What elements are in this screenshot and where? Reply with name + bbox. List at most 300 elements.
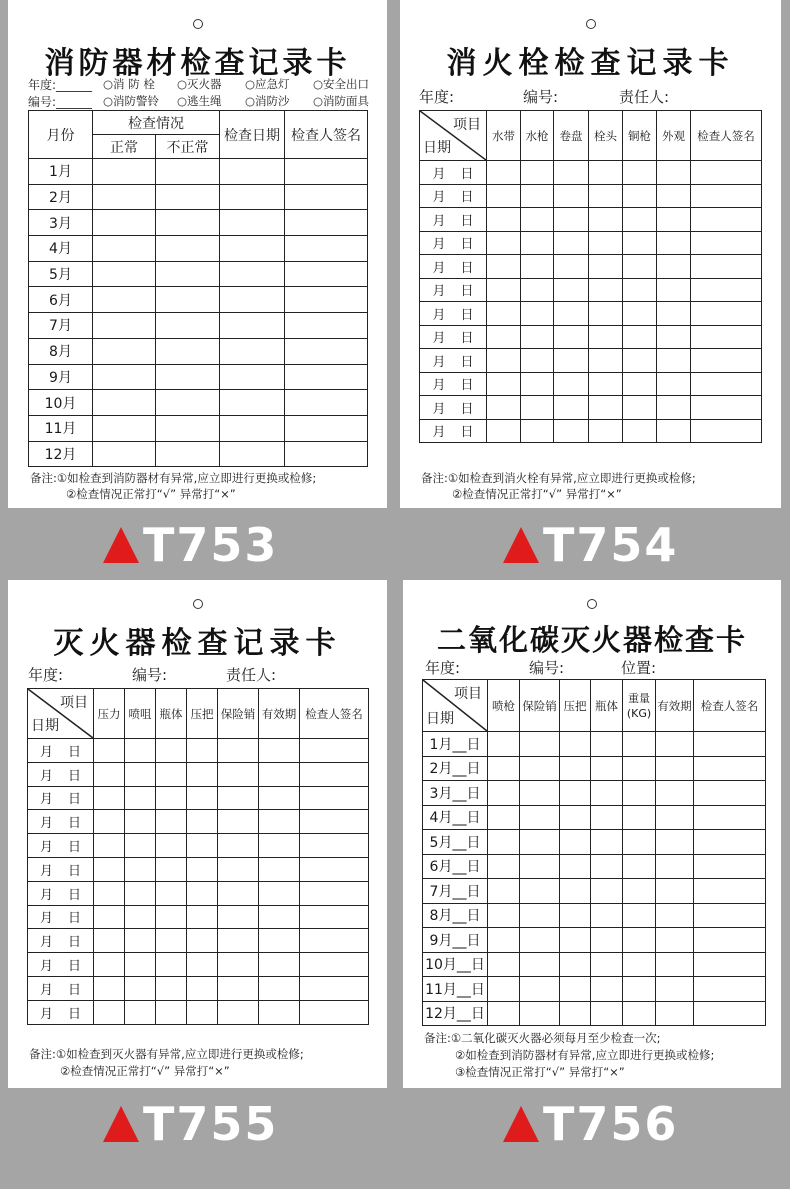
entry-cell[interactable]: [156, 953, 187, 977]
entry-cell[interactable]: [521, 161, 554, 185]
entry-cell[interactable]: [285, 390, 368, 416]
entry-cell[interactable]: [156, 762, 187, 786]
entry-cell[interactable]: [156, 857, 187, 881]
entry-cell[interactable]: [156, 313, 220, 339]
entry-cell[interactable]: [93, 390, 156, 416]
entry-cell[interactable]: [589, 278, 623, 302]
entry-cell[interactable]: [94, 929, 125, 953]
entry-cell[interactable]: [187, 739, 218, 763]
entry-cell[interactable]: [623, 805, 656, 830]
entry-cell[interactable]: [591, 879, 623, 904]
entry-cell[interactable]: [94, 810, 125, 834]
entry-cell[interactable]: [300, 810, 369, 834]
entry-cell[interactable]: [285, 338, 368, 364]
entry-cell[interactable]: [589, 161, 623, 185]
entry-cell[interactable]: [656, 805, 694, 830]
entry-cell[interactable]: [560, 952, 591, 977]
entry-cell[interactable]: [554, 161, 589, 185]
entry-cell[interactable]: [285, 261, 368, 287]
entry-cell[interactable]: [623, 349, 657, 373]
entry-cell[interactable]: [520, 732, 560, 757]
entry-cell[interactable]: [487, 278, 521, 302]
entry-cell[interactable]: [488, 977, 520, 1002]
entry-cell[interactable]: [520, 952, 560, 977]
entry-cell[interactable]: [591, 830, 623, 855]
entry-cell[interactable]: [623, 255, 657, 279]
entry-cell[interactable]: [156, 739, 187, 763]
entry-cell[interactable]: [218, 881, 259, 905]
entry-cell[interactable]: [694, 854, 766, 879]
entry-cell[interactable]: [218, 834, 259, 858]
entry-cell[interactable]: [125, 953, 156, 977]
entry-cell[interactable]: [554, 396, 589, 420]
entry-cell[interactable]: [560, 805, 591, 830]
entry-cell[interactable]: [93, 236, 156, 262]
entry-cell[interactable]: [623, 781, 656, 806]
entry-cell[interactable]: [187, 834, 218, 858]
entry-cell[interactable]: [125, 786, 156, 810]
entry-cell[interactable]: [125, 1000, 156, 1024]
entry-cell[interactable]: [554, 419, 589, 443]
entry-cell[interactable]: [591, 781, 623, 806]
entry-cell[interactable]: [521, 372, 554, 396]
entry-cell[interactable]: [694, 879, 766, 904]
entry-cell[interactable]: [691, 349, 762, 373]
entry-cell[interactable]: [623, 208, 657, 232]
entry-cell[interactable]: [657, 161, 691, 185]
entry-cell[interactable]: [623, 372, 657, 396]
entry-cell[interactable]: [694, 903, 766, 928]
entry-cell[interactable]: [156, 441, 220, 467]
entry-cell[interactable]: [187, 786, 218, 810]
entry-cell[interactable]: [156, 210, 220, 236]
entry-cell[interactable]: [691, 302, 762, 326]
entry-cell[interactable]: [93, 287, 156, 313]
entry-cell[interactable]: [656, 732, 694, 757]
entry-cell[interactable]: [220, 313, 285, 339]
entry-cell[interactable]: [657, 372, 691, 396]
entry-cell[interactable]: [259, 881, 300, 905]
entry-cell[interactable]: [488, 903, 520, 928]
entry-cell[interactable]: [156, 976, 187, 1000]
entry-cell[interactable]: [156, 261, 220, 287]
entry-cell[interactable]: [218, 810, 259, 834]
entry-cell[interactable]: [218, 929, 259, 953]
entry-cell[interactable]: [560, 977, 591, 1002]
entry-cell[interactable]: [220, 390, 285, 416]
entry-cell[interactable]: [656, 854, 694, 879]
entry-cell[interactable]: [259, 905, 300, 929]
entry-cell[interactable]: [520, 903, 560, 928]
entry-cell[interactable]: [125, 929, 156, 953]
entry-cell[interactable]: [488, 756, 520, 781]
entry-cell[interactable]: [94, 739, 125, 763]
entry-cell[interactable]: [694, 756, 766, 781]
entry-cell[interactable]: [521, 302, 554, 326]
entry-cell[interactable]: [623, 879, 656, 904]
entry-cell[interactable]: [694, 830, 766, 855]
entry-cell[interactable]: [521, 349, 554, 373]
entry-cell[interactable]: [220, 364, 285, 390]
entry-cell[interactable]: [220, 159, 285, 185]
entry-cell[interactable]: [691, 396, 762, 420]
entry-cell[interactable]: [560, 756, 591, 781]
entry-cell[interactable]: [285, 287, 368, 313]
entry-cell[interactable]: [487, 231, 521, 255]
entry-cell[interactable]: [520, 805, 560, 830]
entry-cell[interactable]: [521, 255, 554, 279]
entry-cell[interactable]: [300, 786, 369, 810]
entry-cell[interactable]: [156, 338, 220, 364]
entry-cell[interactable]: [554, 208, 589, 232]
entry-cell[interactable]: [520, 756, 560, 781]
entry-cell[interactable]: [285, 184, 368, 210]
entry-cell[interactable]: [488, 952, 520, 977]
entry-cell[interactable]: [187, 857, 218, 881]
entry-cell[interactable]: [125, 881, 156, 905]
entry-cell[interactable]: [488, 928, 520, 953]
entry-cell[interactable]: [285, 236, 368, 262]
entry-cell[interactable]: [554, 349, 589, 373]
entry-cell[interactable]: [93, 441, 156, 467]
entry-cell[interactable]: [93, 261, 156, 287]
entry-cell[interactable]: [694, 805, 766, 830]
entry-cell[interactable]: [691, 208, 762, 232]
entry-cell[interactable]: [125, 739, 156, 763]
entry-cell[interactable]: [656, 903, 694, 928]
entry-cell[interactable]: [657, 349, 691, 373]
entry-cell[interactable]: [218, 739, 259, 763]
entry-cell[interactable]: [591, 928, 623, 953]
entry-cell[interactable]: [94, 762, 125, 786]
entry-cell[interactable]: [187, 929, 218, 953]
entry-cell[interactable]: [220, 338, 285, 364]
entry-cell[interactable]: [656, 928, 694, 953]
entry-cell[interactable]: [125, 834, 156, 858]
entry-cell[interactable]: [591, 854, 623, 879]
entry-cell[interactable]: [623, 928, 656, 953]
entry-cell[interactable]: [93, 159, 156, 185]
entry-cell[interactable]: [218, 857, 259, 881]
entry-cell[interactable]: [220, 210, 285, 236]
entry-cell[interactable]: [623, 325, 657, 349]
entry-cell[interactable]: [187, 762, 218, 786]
entry-cell[interactable]: [94, 976, 125, 1000]
entry-cell[interactable]: [657, 231, 691, 255]
entry-cell[interactable]: [487, 255, 521, 279]
entry-cell[interactable]: [487, 372, 521, 396]
entry-cell[interactable]: [259, 976, 300, 1000]
entry-cell[interactable]: [623, 231, 657, 255]
entry-cell[interactable]: [218, 905, 259, 929]
entry-cell[interactable]: [187, 953, 218, 977]
entry-cell[interactable]: [487, 325, 521, 349]
entry-cell[interactable]: [694, 977, 766, 1002]
entry-cell[interactable]: [94, 834, 125, 858]
entry-cell[interactable]: [156, 881, 187, 905]
entry-cell[interactable]: [93, 210, 156, 236]
entry-cell[interactable]: [521, 396, 554, 420]
entry-cell[interactable]: [125, 810, 156, 834]
entry-cell[interactable]: [589, 396, 623, 420]
entry-cell[interactable]: [259, 857, 300, 881]
entry-cell[interactable]: [521, 325, 554, 349]
entry-cell[interactable]: [554, 231, 589, 255]
entry-cell[interactable]: [259, 1000, 300, 1024]
entry-cell[interactable]: [487, 349, 521, 373]
entry-cell[interactable]: [657, 208, 691, 232]
entry-cell[interactable]: [487, 208, 521, 232]
entry-cell[interactable]: [218, 1000, 259, 1024]
entry-cell[interactable]: [657, 184, 691, 208]
entry-cell[interactable]: [554, 278, 589, 302]
entry-cell[interactable]: [560, 879, 591, 904]
entry-cell[interactable]: [156, 929, 187, 953]
entry-cell[interactable]: [488, 854, 520, 879]
entry-cell[interactable]: [656, 952, 694, 977]
entry-cell[interactable]: [560, 830, 591, 855]
entry-cell[interactable]: [93, 364, 156, 390]
entry-cell[interactable]: [125, 905, 156, 929]
entry-cell[interactable]: [285, 159, 368, 185]
entry-cell[interactable]: [554, 372, 589, 396]
entry-cell[interactable]: [623, 419, 657, 443]
entry-cell[interactable]: [285, 441, 368, 467]
entry-cell[interactable]: [657, 325, 691, 349]
entry-cell[interactable]: [220, 415, 285, 441]
entry-cell[interactable]: [156, 184, 220, 210]
entry-cell[interactable]: [554, 325, 589, 349]
entry-cell[interactable]: [623, 854, 656, 879]
entry-cell[interactable]: [94, 1000, 125, 1024]
entry-cell[interactable]: [93, 338, 156, 364]
entry-cell[interactable]: [656, 977, 694, 1002]
entry-cell[interactable]: [220, 261, 285, 287]
entry-cell[interactable]: [623, 278, 657, 302]
entry-cell[interactable]: [285, 415, 368, 441]
entry-cell[interactable]: [521, 184, 554, 208]
entry-cell[interactable]: [285, 210, 368, 236]
entry-cell[interactable]: [488, 830, 520, 855]
entry-cell[interactable]: [125, 857, 156, 881]
entry-cell[interactable]: [591, 732, 623, 757]
entry-cell[interactable]: [591, 977, 623, 1002]
entry-cell[interactable]: [623, 903, 656, 928]
entry-cell[interactable]: [520, 879, 560, 904]
entry-cell[interactable]: [589, 255, 623, 279]
entry-cell[interactable]: [285, 364, 368, 390]
entry-cell[interactable]: [521, 419, 554, 443]
entry-cell[interactable]: [521, 278, 554, 302]
entry-cell[interactable]: [657, 396, 691, 420]
entry-cell[interactable]: [560, 732, 591, 757]
entry-cell[interactable]: [125, 976, 156, 1000]
entry-cell[interactable]: [300, 762, 369, 786]
entry-cell[interactable]: [156, 364, 220, 390]
entry-cell[interactable]: [259, 929, 300, 953]
entry-cell[interactable]: [623, 184, 657, 208]
entry-cell[interactable]: [187, 810, 218, 834]
entry-cell[interactable]: [300, 929, 369, 953]
entry-cell[interactable]: [657, 419, 691, 443]
entry-cell[interactable]: [300, 1000, 369, 1024]
entry-cell[interactable]: [218, 762, 259, 786]
entry-cell[interactable]: [554, 302, 589, 326]
entry-cell[interactable]: [521, 231, 554, 255]
entry-cell[interactable]: [623, 302, 657, 326]
entry-cell[interactable]: [589, 419, 623, 443]
entry-cell[interactable]: [94, 857, 125, 881]
entry-cell[interactable]: [691, 278, 762, 302]
entry-cell[interactable]: [520, 854, 560, 879]
entry-cell[interactable]: [220, 287, 285, 313]
entry-cell[interactable]: [560, 854, 591, 879]
entry-cell[interactable]: [589, 231, 623, 255]
entry-cell[interactable]: [94, 905, 125, 929]
entry-cell[interactable]: [94, 953, 125, 977]
entry-cell[interactable]: [691, 325, 762, 349]
entry-cell[interactable]: [259, 762, 300, 786]
entry-cell[interactable]: [691, 231, 762, 255]
entry-cell[interactable]: [300, 857, 369, 881]
entry-cell[interactable]: [589, 302, 623, 326]
entry-cell[interactable]: [94, 786, 125, 810]
entry-cell[interactable]: [300, 953, 369, 977]
entry-cell[interactable]: [259, 739, 300, 763]
entry-cell[interactable]: [560, 781, 591, 806]
entry-cell[interactable]: [487, 396, 521, 420]
entry-cell[interactable]: [300, 881, 369, 905]
entry-cell[interactable]: [220, 441, 285, 467]
entry-cell[interactable]: [691, 419, 762, 443]
entry-cell[interactable]: [300, 834, 369, 858]
entry-cell[interactable]: [156, 236, 220, 262]
entry-cell[interactable]: [623, 830, 656, 855]
entry-cell[interactable]: [156, 390, 220, 416]
entry-cell[interactable]: [520, 830, 560, 855]
entry-cell[interactable]: [656, 1001, 694, 1026]
entry-cell[interactable]: [218, 976, 259, 1000]
entry-cell[interactable]: [521, 208, 554, 232]
entry-cell[interactable]: [487, 302, 521, 326]
entry-cell[interactable]: [187, 905, 218, 929]
entry-cell[interactable]: [691, 255, 762, 279]
entry-cell[interactable]: [520, 977, 560, 1002]
entry-cell[interactable]: [488, 879, 520, 904]
entry-cell[interactable]: [591, 1001, 623, 1026]
entry-cell[interactable]: [488, 732, 520, 757]
entry-cell[interactable]: [487, 184, 521, 208]
entry-cell[interactable]: [657, 255, 691, 279]
entry-cell[interactable]: [520, 928, 560, 953]
entry-cell[interactable]: [554, 255, 589, 279]
entry-cell[interactable]: [691, 372, 762, 396]
entry-cell[interactable]: [589, 372, 623, 396]
entry-cell[interactable]: [520, 781, 560, 806]
entry-cell[interactable]: [560, 928, 591, 953]
entry-cell[interactable]: [623, 1001, 656, 1026]
entry-cell[interactable]: [694, 781, 766, 806]
entry-cell[interactable]: [657, 302, 691, 326]
entry-cell[interactable]: [656, 879, 694, 904]
entry-cell[interactable]: [259, 834, 300, 858]
entry-cell[interactable]: [156, 415, 220, 441]
entry-cell[interactable]: [560, 1001, 591, 1026]
entry-cell[interactable]: [560, 903, 591, 928]
entry-cell[interactable]: [300, 976, 369, 1000]
entry-cell[interactable]: [623, 952, 656, 977]
entry-cell[interactable]: [259, 786, 300, 810]
entry-cell[interactable]: [487, 161, 521, 185]
entry-cell[interactable]: [156, 287, 220, 313]
entry-cell[interactable]: [591, 756, 623, 781]
entry-cell[interactable]: [187, 976, 218, 1000]
entry-cell[interactable]: [657, 278, 691, 302]
entry-cell[interactable]: [591, 903, 623, 928]
entry-cell[interactable]: [694, 928, 766, 953]
entry-cell[interactable]: [694, 952, 766, 977]
entry-cell[interactable]: [125, 762, 156, 786]
entry-cell[interactable]: [554, 184, 589, 208]
entry-cell[interactable]: [285, 313, 368, 339]
entry-cell[interactable]: [156, 905, 187, 929]
entry-cell[interactable]: [93, 184, 156, 210]
entry-cell[interactable]: [300, 905, 369, 929]
entry-cell[interactable]: [156, 1000, 187, 1024]
entry-cell[interactable]: [656, 781, 694, 806]
entry-cell[interactable]: [589, 325, 623, 349]
entry-cell[interactable]: [589, 208, 623, 232]
entry-cell[interactable]: [220, 184, 285, 210]
entry-cell[interactable]: [691, 184, 762, 208]
entry-cell[interactable]: [520, 1001, 560, 1026]
entry-cell[interactable]: [488, 781, 520, 806]
entry-cell[interactable]: [694, 732, 766, 757]
entry-cell[interactable]: [623, 161, 657, 185]
entry-cell[interactable]: [656, 830, 694, 855]
entry-cell[interactable]: [591, 805, 623, 830]
entry-cell[interactable]: [156, 159, 220, 185]
entry-cell[interactable]: [694, 1001, 766, 1026]
entry-cell[interactable]: [94, 881, 125, 905]
entry-cell[interactable]: [656, 756, 694, 781]
entry-cell[interactable]: [300, 739, 369, 763]
entry-cell[interactable]: [623, 977, 656, 1002]
entry-cell[interactable]: [218, 953, 259, 977]
entry-cell[interactable]: [591, 952, 623, 977]
entry-cell[interactable]: [259, 953, 300, 977]
entry-cell[interactable]: [589, 349, 623, 373]
entry-cell[interactable]: [156, 810, 187, 834]
entry-cell[interactable]: [93, 415, 156, 441]
entry-cell[interactable]: [220, 236, 285, 262]
entry-cell[interactable]: [187, 881, 218, 905]
entry-cell[interactable]: [691, 161, 762, 185]
entry-cell[interactable]: [488, 1001, 520, 1026]
entry-cell[interactable]: [623, 732, 656, 757]
entry-cell[interactable]: [93, 313, 156, 339]
entry-cell[interactable]: [156, 786, 187, 810]
entry-cell[interactable]: [487, 419, 521, 443]
entry-cell[interactable]: [187, 1000, 218, 1024]
entry-cell[interactable]: [218, 786, 259, 810]
entry-cell[interactable]: [589, 184, 623, 208]
entry-cell[interactable]: [623, 756, 656, 781]
entry-cell[interactable]: [259, 810, 300, 834]
entry-cell[interactable]: [488, 805, 520, 830]
entry-cell[interactable]: [623, 396, 657, 420]
entry-cell[interactable]: [156, 834, 187, 858]
